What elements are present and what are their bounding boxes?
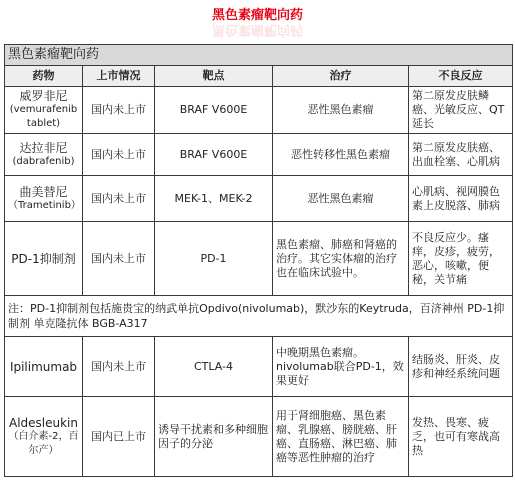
drug-name: Ipilimumab [9,359,78,374]
header-status: 上市情况 [83,66,155,87]
drug-english-name: （Trametinib） [8,199,81,211]
drug-cell [5,134,83,176]
table-row [5,397,513,477]
drug-cell [5,87,83,134]
header-drug: 药物 [5,66,83,87]
treatment-cell: 恶性黑色素瘤 [273,176,409,222]
table-row [5,87,513,134]
note-row [5,296,513,337]
treatment-cell: 中晚期黑色素瘤。nivolumab联合PD-1，效果更好 [273,337,409,397]
drug-name: PD-1抑制剂 [11,251,76,266]
adverse-cell: 心肌病、视网膜色素上皮脱落、肺病 [409,176,513,222]
target-cell: CTLA-4 [155,337,273,397]
drug-english-name: (vemurafenib tablet) [9,104,78,129]
treatment-cell: 用于肾细胞癌、黑色素瘤、乳腺癌、膀胱癌、肝癌、直肠癌、淋巴癌、肺癌等恶性肿瘤的治疗 [273,397,409,477]
header-treatment: 治疗 [273,66,409,87]
target-cell: BRAF V600E [155,134,273,176]
treatment-cell: 恶性黑色素瘤 [273,87,409,134]
drug-name: Aldesleukin [8,415,78,430]
adverse-cell: 不良反应少。瘙痒，皮疹，疲劳，恶心，咳嗽，便秘，关节痛 [409,222,513,296]
treatment-cell: 黑色素瘤、肺癌和肾癌的治疗。其它实体瘤的治疗也在临床试验中。 [273,222,409,296]
title-reflection: 黑色素瘤靶向药 [211,22,303,37]
drug-cell [5,176,83,222]
status-cell: 国内未上市 [83,337,155,397]
adverse-cell: 第二原发皮肤鳞癌、光敏反应、QT 延长 [409,87,513,134]
status-cell: 国内未上市 [83,176,155,222]
target-cell: MEK-1、MEK-2 [155,176,273,222]
status-cell: 国内未上市 [83,134,155,176]
drug-name: 威罗非尼 [19,89,68,103]
table-row [5,222,513,296]
header-target: 靶点 [155,66,273,87]
treatment-cell: 恶性转移性黑色素瘤 [273,134,409,176]
adverse-cell: 第二原发皮肤癌、出血栓塞、心肌病 [409,134,513,176]
target-cell: 诱导干扰素和多种细胞因子的分泌 [155,397,273,477]
drug-english-name: (dabrafenib) [12,155,75,167]
table-row [5,337,513,397]
status-cell: 国内未上市 [83,87,155,134]
adverse-cell: 结肠炎、肝炎、皮疹和神经系统问题 [409,337,513,397]
table-row [5,176,513,222]
table-note: 注：PD-1抑制剂包括施贵宝的纳武单抗Opdivo(nivolumab)，默沙东的Keytruda，百济神州 PD-1抑制剂 单克隆抗体 BGB-A317 [5,296,513,337]
table-row [5,134,513,176]
drug-english-name: （白介素-2，百尔产） [8,430,79,456]
target-cell: PD-1 [155,222,273,296]
status-cell: 国内未上市 [83,222,155,296]
table-caption: 黑色素瘤靶向药 [5,45,513,66]
drug-cell [5,397,83,477]
drug-cell [5,337,83,397]
drug-name: 达拉非尼 [19,140,68,155]
target-cell: BRAF V600E [155,87,273,134]
status-cell: 国内已上市 [83,397,155,477]
drug-cell [5,222,83,296]
melanoma-drug-table [4,44,513,477]
table-header-row [5,66,513,87]
adverse-cell: 发热、畏寒、疲乏，也可有寒战高热 [409,397,513,477]
page-title: 黑色素瘤靶向药 [211,8,303,23]
header-adverse: 不良反应 [409,66,513,87]
drug-name: 曲美替尼 [19,184,68,199]
